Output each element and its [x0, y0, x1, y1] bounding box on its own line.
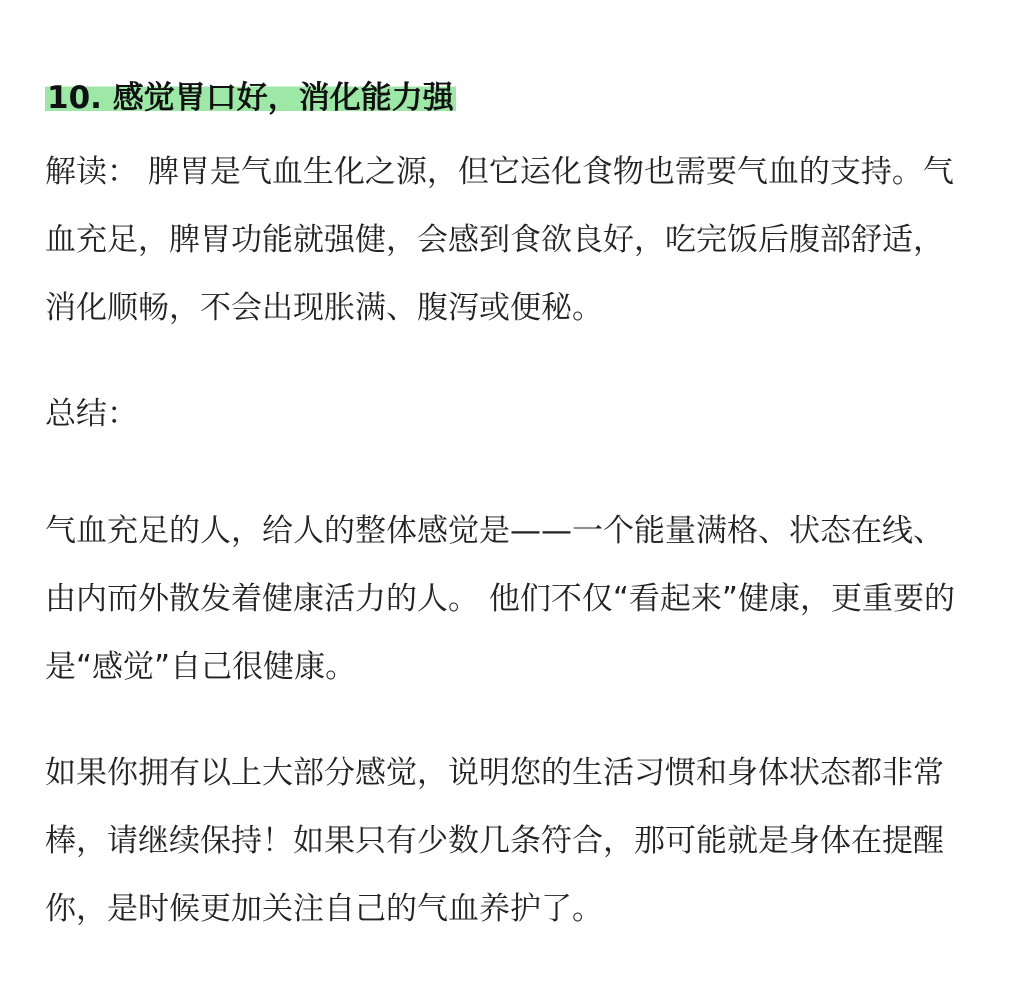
summary-paragraph-1: 气血充足的人，给人的整体感觉是——一个能量满格、状态在线、由内而外散发着健康活力的人。 他们不仅“看起来”健康，更重要的是“感觉”自己很健康。: [45, 513, 955, 685]
summary-paragraph-2: 如果你拥有以上大部分感觉，说明您的生活习惯和身体状态都非常棒，请继续保持！如果只有少数几条符合，那可能就是身体在提醒你，是时候更加关注自己的气血养护了。: [45, 755, 944, 927]
section-heading: [45, 76, 456, 120]
summary-label: 总结：: [45, 396, 138, 432]
interpretation-paragraph: 解读： 脾胃是气血生化之源，但它运化食物也需要气血的支持。气血充足，脾胃功能就强健，会感到食欲良好，吃完饭后腹部舒适，消化顺畅，不会出现胀满、腹泻或便秘。: [45, 154, 954, 326]
heading-highlight: 10. 感觉胃口好，消化能力强: [47, 80, 454, 116]
